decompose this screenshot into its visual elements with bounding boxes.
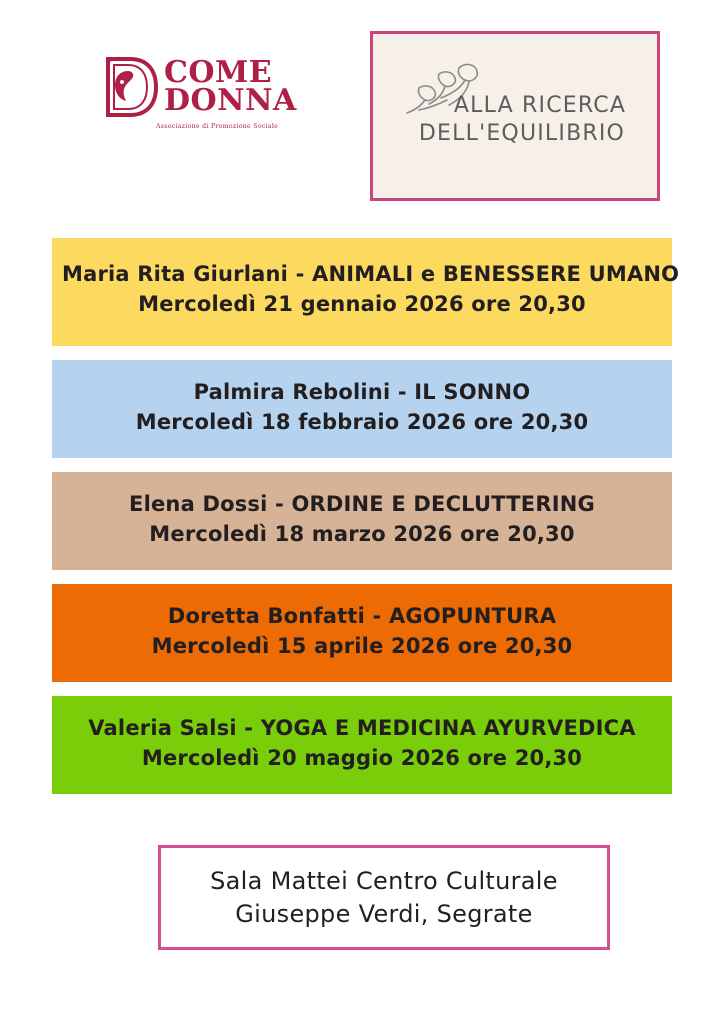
woman-profile-letter-d-logo-icon — [100, 55, 162, 119]
logo-subtitle: Associazione di Promozione Sociale — [156, 123, 279, 130]
venue-box — [158, 845, 610, 950]
logo-row — [100, 55, 297, 119]
event-title: Valeria Salsi - YOGA E MEDICINA AYURVEDICA — [88, 716, 636, 740]
event-title: Palmira Rebolini - IL SONNO — [193, 380, 531, 404]
event-datetime: Mercoledì 18 marzo 2026 ore 20,30 — [149, 522, 575, 546]
brand-title-line1: ALLA RICERCA — [453, 93, 627, 118]
event-title: Maria Rita Giurlani - ANIMALI e BENESSERE UMANO — [62, 262, 680, 286]
brand-box — [370, 31, 660, 201]
event-item — [52, 472, 672, 570]
brand-title — [397, 92, 647, 148]
brand-box-inner — [373, 34, 657, 198]
poster-header — [0, 0, 724, 170]
event-title: Doretta Bonfatti - AGOPUNTURA — [167, 604, 557, 628]
event-item — [52, 238, 680, 346]
venue-line1: Sala Mattei Centro Culturale — [210, 867, 558, 896]
event-item — [52, 696, 672, 794]
event-list — [0, 238, 724, 808]
event-item — [52, 584, 672, 682]
logo-word-come: COME — [164, 55, 273, 91]
event-title: Elena Dossi - ORDINE E DECLUTTERING — [129, 492, 595, 516]
venue-line2: Giuseppe Verdi, Segrate — [235, 899, 533, 928]
logo-wordmark — [164, 55, 297, 118]
event-datetime: Mercoledì 20 maggio 2026 ore 20,30 — [141, 746, 583, 770]
event-datetime: Mercoledì 21 gennaio 2026 ore 20,30 — [138, 292, 586, 316]
event-datetime: Mercoledì 15 aprile 2026 ore 20,30 — [151, 634, 573, 658]
come-donna-logo — [100, 55, 410, 130]
brand-title-line2: DELL'EQUILIBRIO — [418, 121, 626, 147]
logo-word-donna: DONNA — [164, 83, 297, 118]
event-item — [52, 360, 672, 458]
event-datetime: Mercoledì 18 febbraio 2026 ore 20,30 — [135, 410, 589, 434]
